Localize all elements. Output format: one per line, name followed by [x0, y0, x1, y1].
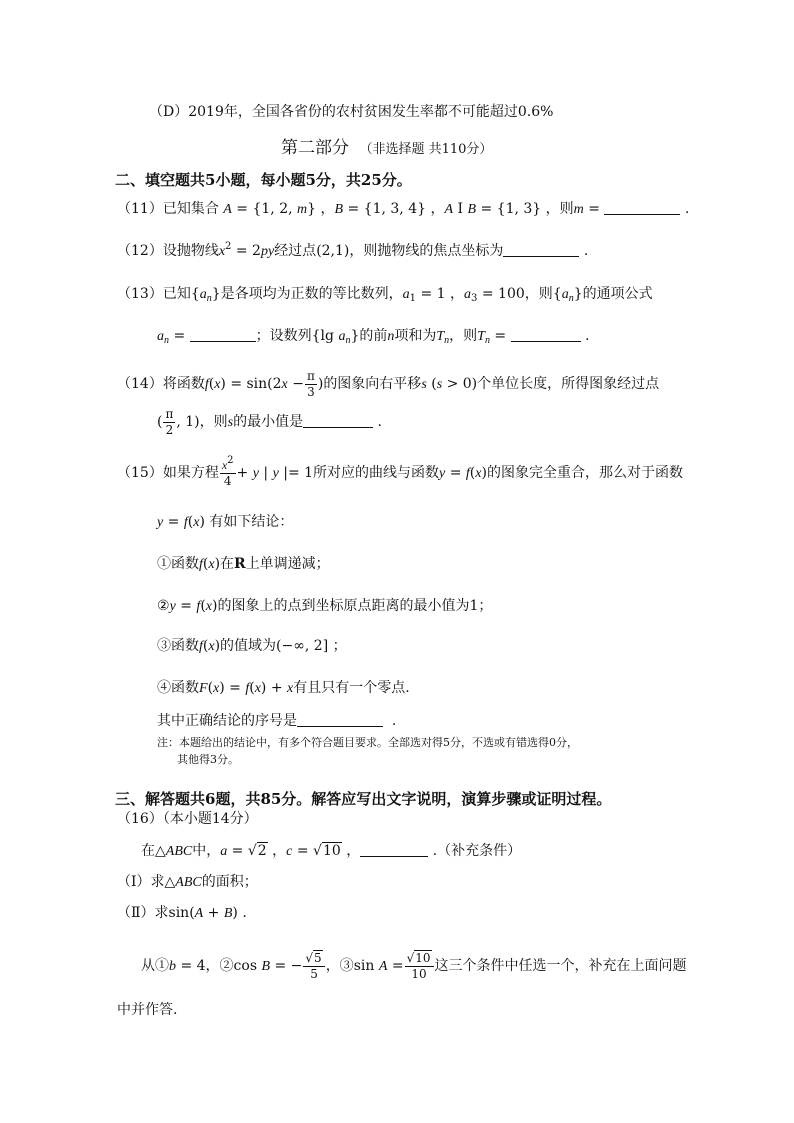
- q15-conclusion-4: ④函数F(x) = f(x) + x有且只有一个零点.: [157, 680, 410, 696]
- q13-line2c: 项和为: [394, 328, 437, 344]
- q13-answer-blank-2[interactable]: [511, 327, 581, 342]
- q15-answer-label: 其中正确结论的序号是: [157, 713, 297, 729]
- q12-mid: 经过点: [274, 243, 317, 259]
- option-d: （D）2019年，全国各省份的农村贫困发生率都不可能超过0.6%: [149, 104, 554, 120]
- q15-c4a: ④函数: [157, 680, 199, 696]
- q15-c1a: ①函数: [157, 556, 199, 572]
- q16-part-1: （Ⅰ）求△ABC的面积；: [117, 874, 258, 890]
- part-subtitle: （非选择题 共110分）: [359, 142, 493, 157]
- q15-c4b: 有且只有一个零点.: [293, 680, 410, 696]
- q13-number: （13）: [117, 286, 163, 302]
- q15-answer-blank[interactable]: [297, 712, 383, 727]
- question-13-line2: $a_n$ = ；设数列{lg $a_n$}的前n项和为$T_n$，则$T_n$ = .: [157, 328, 590, 346]
- q15-c1c: 上单调递减；: [245, 556, 330, 572]
- q15-note-2: 其他得3分。: [177, 753, 239, 766]
- q15-c3b: 的值域为: [220, 638, 277, 654]
- q13-suffix: 的通项公式: [582, 286, 653, 302]
- q15-conclusion-3: ③函数f(x)的值域为(−∞, 2] ；: [157, 638, 347, 654]
- q16-choose-d: 这三个条件中任选一个，补充在上面问题: [434, 958, 687, 974]
- q16-line1b: 中，: [192, 843, 221, 859]
- q16-line1c: （补充条件）: [437, 843, 522, 859]
- q15-note-1: 注：本题给出的结论中，有多个符合题目要求。全部选对得5分，不选或有错选得0分，: [157, 736, 578, 749]
- q13-line2a: ；设数列: [255, 328, 312, 344]
- q16-statement: 在△ABC中，a = √2 ，c = √10 ， .（补充条件）: [141, 843, 522, 859]
- q16-number: （16）: [117, 811, 163, 827]
- part-title-main: 第二部分: [281, 138, 349, 158]
- q15-c2a: ②: [157, 598, 170, 614]
- q13-answer-blank-1[interactable]: [190, 327, 256, 342]
- question-11: （11）已知集合 A = {1, 2, m} ，B = {1, 3, 4} ，A I B = {1, 3} ，则m = .: [117, 201, 690, 217]
- q16-part1b: 的面积；: [201, 874, 258, 890]
- q16-line1a: 在△: [141, 843, 166, 859]
- q16-part-2: （Ⅱ）求sin(A + B) .: [117, 905, 247, 921]
- q14-line2: ，则: [199, 414, 228, 430]
- q14-line2b: 的最小值是: [233, 414, 304, 430]
- q11-prefix: 已知集合: [162, 201, 219, 217]
- question-16-header: [117, 809, 258, 829]
- q15-conclusion-2: ②y = f(x)的图象上的点到坐标原点距离的最小值为1；: [157, 598, 493, 614]
- part-title: [281, 138, 492, 160]
- question-14-line2: ( $\frac{\pi}{2}$ , 1)，则s的最小值是 .: [157, 406, 382, 437]
- question-15: （15）如果方程 $\frac{x^2}{4}$ + y | y |= 1所对应的曲线与函数y = f(x)的图象完全重合，那么对于函数: [117, 454, 683, 488]
- q15-c3a: ③函数: [157, 638, 199, 654]
- q14-answer-blank[interactable]: [303, 413, 373, 428]
- q15-line2: y = f(x) 有如下结论：: [157, 514, 294, 530]
- q15-mid: 所对应的曲线与函数: [313, 465, 440, 481]
- question-14: （14）将函数f(x) = sin(2x − $\frac{\pi}{3}$ )的图象向右平移s (s > 0)个单位长度，所得图象经过点: [117, 368, 660, 399]
- q16-choose-end: 中并作答.: [117, 1002, 178, 1018]
- q15-c1b: 在: [220, 556, 235, 572]
- question-13: （13）已知$\{a_n\}$是各项均为正数的等比数列，$a_1 = 1$ ，$a_3 = 100$，则$\{a_n\}$的通项公式: [117, 286, 653, 304]
- q15-prefix: 如果方程: [162, 465, 219, 481]
- q16-choose-c: ，③: [325, 958, 354, 974]
- q15-answer-line: 其中正确结论的序号是 .: [157, 713, 397, 729]
- q13-line2d: ，则: [449, 328, 478, 344]
- question-12: （12）设抛物线$x^2 = 2py$经过点(2,1)，则抛物线的焦点坐标为 .: [117, 241, 589, 259]
- q16-choose-b: ，②: [205, 958, 234, 974]
- q13-line2b: 的前: [359, 328, 388, 344]
- q12-prefix: 设抛物线: [162, 243, 219, 259]
- q15-suffix: 的图象完全重合，那么对于函数: [486, 465, 683, 481]
- q11-answer-blank[interactable]: [604, 200, 680, 215]
- q16-condition-blank[interactable]: [360, 842, 428, 857]
- q13-mid2: ，则: [524, 286, 553, 302]
- q14-suffix: 个单位长度，所得图象经过点: [477, 376, 660, 392]
- q15-number: （15）: [117, 465, 163, 481]
- q12-number: （12）: [117, 243, 163, 259]
- q14-mid: 的图象向右平移: [323, 376, 422, 392]
- q16-part1a: （Ⅰ）求△: [117, 874, 176, 890]
- q15-c2b: 的图象上的点到坐标原点距离的最小值为1；: [217, 598, 493, 614]
- q12-answer-blank[interactable]: [503, 242, 579, 257]
- q15-line2-text: 有如下结论：: [209, 514, 294, 530]
- q16-choose-a: 从①: [141, 958, 169, 974]
- q16-choose: 从①b = 4，②cos B = − $\frac{√5}{5}$ ，③sin A = $\frac{√10}{10}$ 这三个条件中任选一个，补充在上面问题: [141, 950, 687, 981]
- q13-prefix: 已知: [162, 286, 191, 302]
- q12-suffix: ，则抛物线的焦点坐标为: [349, 243, 504, 259]
- q14-number: （14）: [117, 376, 163, 392]
- q13-mid1: 是各项均为正数的等比数列，: [220, 286, 403, 302]
- q14-prefix: 将函数: [162, 376, 205, 392]
- q11-number: （11）: [117, 201, 163, 217]
- section3-heading: 三、解答题共6题，共85分。解答应写出文字说明，演算步骤或证明过程。: [115, 790, 612, 808]
- q16-part2a: （Ⅱ）求: [117, 905, 169, 921]
- q15-conclusion-1: ①函数f(x)在R上单调递减；: [157, 556, 330, 572]
- q16-score: （本小题14分）: [162, 811, 258, 827]
- section2-heading: 二、填空题共5小题，每小题5分，共25分。: [115, 171, 412, 189]
